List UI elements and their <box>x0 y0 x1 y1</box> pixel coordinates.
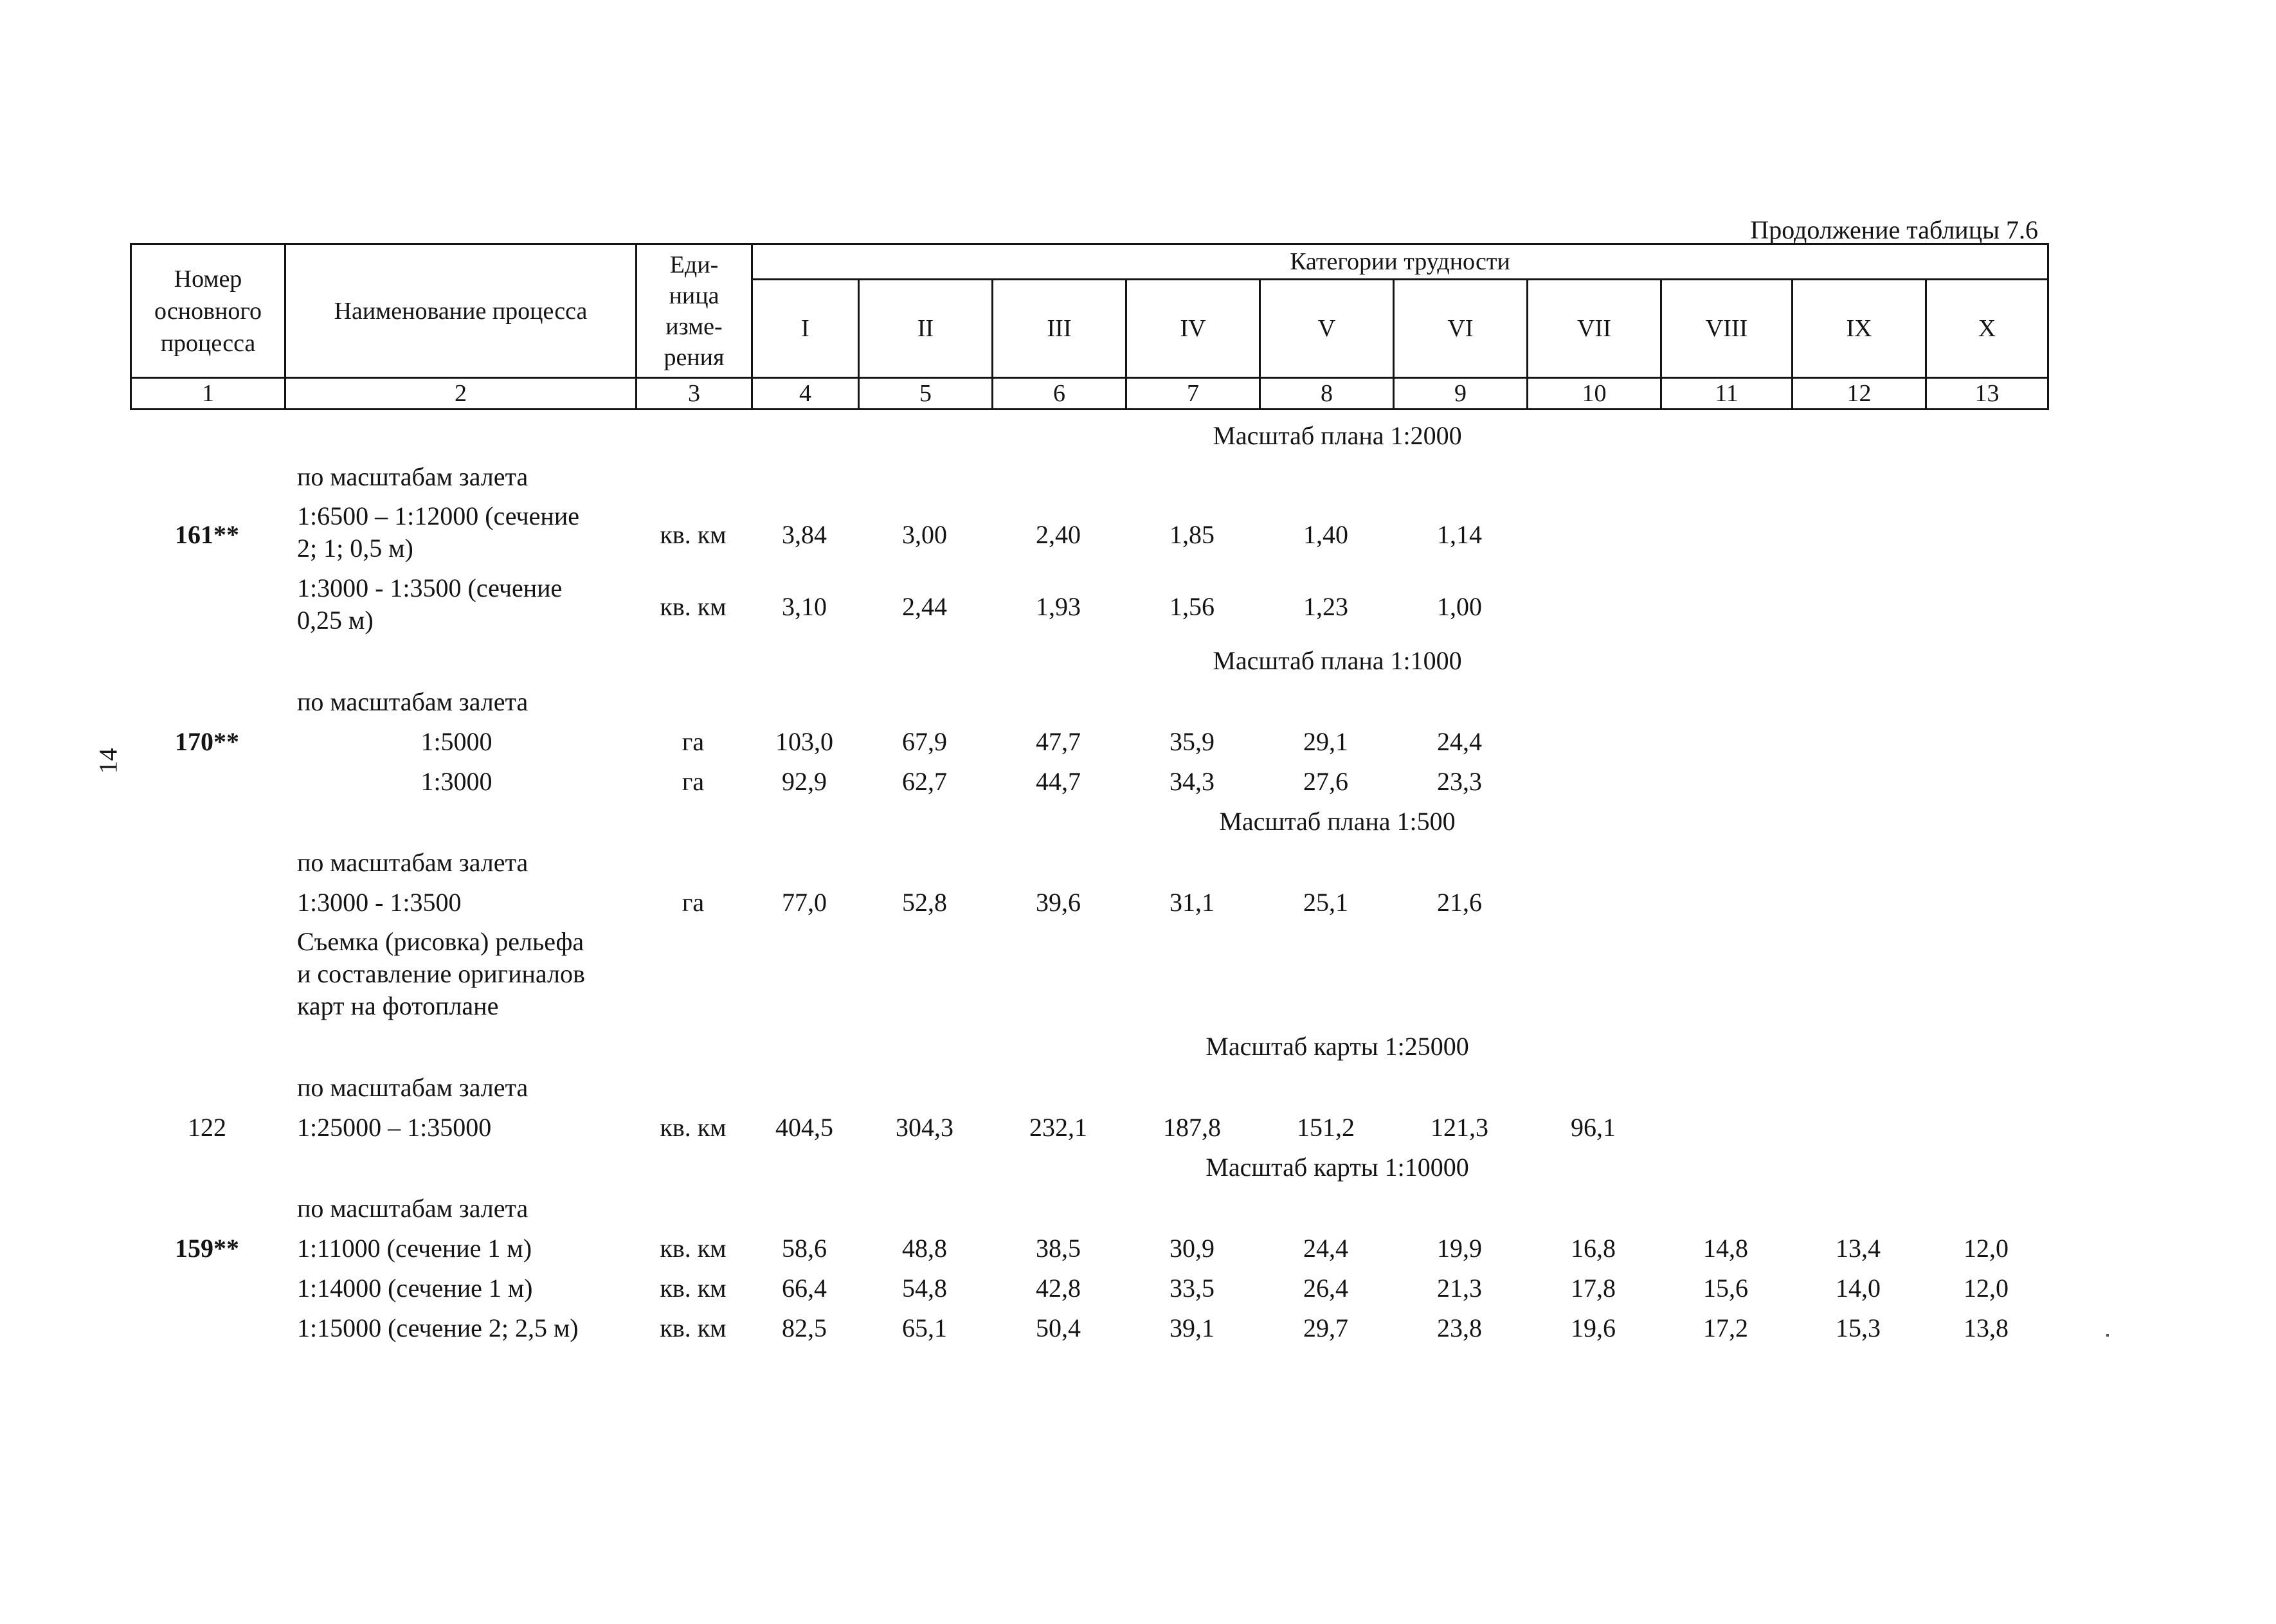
value-cell: 304,3 <box>896 1113 953 1142</box>
value-cell: 19,9 <box>1437 1234 1482 1263</box>
value-cell: 38,5 <box>1036 1234 1081 1263</box>
process-name: 1:5000 <box>420 727 492 756</box>
unit: кв. км <box>660 1313 727 1342</box>
value-cell: 13,8 <box>1964 1313 2009 1342</box>
column-number-13: 13 <box>1926 378 2048 410</box>
column-number-4: 4 <box>752 378 859 410</box>
value-cell: 15,6 <box>1703 1274 1748 1303</box>
row-label: по масштабам залета <box>297 687 528 716</box>
value-cell: 3,10 <box>782 592 827 621</box>
value-cell: 13,4 <box>1836 1234 1881 1263</box>
value-cell: 30,9 <box>1170 1234 1215 1263</box>
table-header <box>130 243 2049 410</box>
value-cell: 121,3 <box>1431 1113 1488 1142</box>
header-unit: Еди- ница изме- рения <box>637 244 752 378</box>
header-category-5: V <box>1260 280 1394 378</box>
value-cell: 15,3 <box>1836 1313 1881 1342</box>
value-cell: 103,0 <box>775 727 833 756</box>
table-row <box>0 1233 2276 1265</box>
process-name: 1:6500 – 1:12000 (сечение 2; 1; 0,5 м) <box>297 501 579 563</box>
process-name: 1:15000 (сечение 2; 2,5 м) <box>297 1313 579 1342</box>
value-cell: 47,7 <box>1036 727 1081 756</box>
header-category-6: VI <box>1394 280 1528 378</box>
header-category-3: III <box>993 280 1126 378</box>
value-cell: 44,7 <box>1036 767 1081 796</box>
header-process-number: Номер основного процесса <box>131 244 285 378</box>
value-cell: 2,40 <box>1036 520 1081 549</box>
header-category-1: I <box>752 280 859 378</box>
process-number: 159** <box>175 1234 239 1263</box>
table-row <box>0 726 2276 759</box>
value-cell: 50,4 <box>1036 1313 1081 1342</box>
value-cell: 17,2 <box>1703 1313 1748 1342</box>
value-cell: 14,0 <box>1836 1274 1881 1303</box>
column-number-11: 11 <box>1661 378 1793 410</box>
section-heading: Масштаб плана 1:2000 <box>1213 421 1462 450</box>
row-label: по масштабам залета <box>297 1073 528 1102</box>
section-heading: Масштаб плана 1:500 <box>1219 807 1456 836</box>
table-row <box>0 1112 2276 1144</box>
header-category-10: X <box>1926 280 2048 378</box>
process-number: 122 <box>188 1113 226 1142</box>
value-cell: 31,1 <box>1170 888 1215 917</box>
unit: га <box>682 888 705 917</box>
value-cell: 19,6 <box>1571 1313 1616 1342</box>
table-row <box>0 887 2276 919</box>
value-cell: 23,8 <box>1437 1313 1482 1342</box>
value-cell: 232,1 <box>1029 1113 1087 1142</box>
value-cell: 25,1 <box>1303 888 1348 917</box>
value-cell: 1,93 <box>1036 592 1081 621</box>
row-label: по масштабам залета <box>297 848 528 877</box>
table-row <box>0 500 2276 564</box>
header-categories-title: Категории трудности <box>752 244 2048 280</box>
value-cell: 42,8 <box>1036 1274 1081 1303</box>
column-number-5: 5 <box>859 378 993 410</box>
value-cell: 16,8 <box>1571 1234 1616 1263</box>
section-heading: Масштаб карты 1:10000 <box>1206 1153 1469 1182</box>
value-cell: 29,1 <box>1303 727 1348 756</box>
value-cell: 1,14 <box>1437 520 1482 549</box>
unit: кв. км <box>660 1234 727 1263</box>
value-cell: 62,7 <box>902 767 947 796</box>
relief-heading: Съемка (рисовка) рельефа и составление оригиналов карт на фотоплане <box>297 927 585 1020</box>
section-heading: Масштаб карты 1:25000 <box>1206 1032 1469 1061</box>
value-cell: 58,6 <box>782 1234 827 1263</box>
page-number: 14 <box>93 748 123 774</box>
value-cell: 92,9 <box>782 767 827 796</box>
column-number-3: 3 <box>637 378 752 410</box>
column-number-6: 6 <box>993 378 1126 410</box>
row-label: по масштабам залета <box>297 462 528 491</box>
value-cell: 21,6 <box>1437 888 1482 917</box>
process-name: 1:3000 - 1:3500 (сечение 0,25 м) <box>297 573 563 635</box>
value-cell: 66,4 <box>782 1274 827 1303</box>
table-row <box>0 1313 2276 1345</box>
header-category-8: VIII <box>1661 280 1793 378</box>
value-cell: 96,1 <box>1571 1113 1616 1142</box>
unit: га <box>682 727 705 756</box>
header-process-name: Наименование процесса <box>285 244 637 378</box>
value-cell: 52,8 <box>902 888 947 917</box>
column-number-8: 8 <box>1260 378 1394 410</box>
value-cell: 12,0 <box>1964 1274 2009 1303</box>
value-cell: 21,3 <box>1437 1274 1482 1303</box>
value-cell: 1,85 <box>1170 520 1215 549</box>
unit: кв. км <box>660 1113 727 1142</box>
header-category-2: II <box>859 280 993 378</box>
process-name: 1:3000 - 1:3500 <box>297 888 462 917</box>
header-category-9: IX <box>1793 280 1926 378</box>
column-number-2: 2 <box>285 378 637 410</box>
value-cell: 14,8 <box>1703 1234 1748 1263</box>
unit: га <box>682 767 705 796</box>
value-cell: 54,8 <box>902 1274 947 1303</box>
value-cell: 27,6 <box>1303 767 1348 796</box>
column-number-9: 9 <box>1394 378 1528 410</box>
column-number-10: 10 <box>1528 378 1661 410</box>
value-cell: 1,00 <box>1437 592 1482 621</box>
unit: кв. км <box>660 520 727 549</box>
value-cell: 67,9 <box>902 727 947 756</box>
value-cell: 65,1 <box>902 1313 947 1342</box>
value-cell: 33,5 <box>1170 1274 1215 1303</box>
column-number-7: 7 <box>1126 378 1260 410</box>
column-number-12: 12 <box>1793 378 1926 410</box>
value-cell: 3,84 <box>782 520 827 549</box>
value-cell: 82,5 <box>782 1313 827 1342</box>
header-category-7: VII <box>1528 280 1661 378</box>
process-name: 1:3000 <box>420 767 492 796</box>
value-cell: 1,23 <box>1303 592 1348 621</box>
value-cell: 34,3 <box>1170 767 1215 796</box>
table-row <box>0 572 2276 636</box>
process-name: 1:25000 – 1:35000 <box>297 1113 492 1142</box>
table-row <box>0 1273 2276 1305</box>
value-cell: 23,3 <box>1437 767 1482 796</box>
table-row <box>0 766 2276 798</box>
value-cell: 151,2 <box>1297 1113 1355 1142</box>
header-category-4: IV <box>1126 280 1260 378</box>
column-number-1: 1 <box>131 378 285 410</box>
value-cell: 35,9 <box>1170 727 1215 756</box>
value-cell: 29,7 <box>1303 1313 1348 1342</box>
value-cell: 1,40 <box>1303 520 1348 549</box>
process-name: 1:11000 (сечение 1 м) <box>297 1234 532 1263</box>
row-label: по масштабам залета <box>297 1194 528 1223</box>
unit: кв. км <box>660 1274 727 1303</box>
value-cell: 1,56 <box>1170 592 1215 621</box>
section-heading: Масштаб плана 1:1000 <box>1213 646 1462 675</box>
value-cell: 404,5 <box>775 1113 833 1142</box>
value-cell: 17,8 <box>1571 1274 1616 1303</box>
value-cell: 2,44 <box>902 592 947 621</box>
process-number: 161** <box>175 520 239 549</box>
scan-speck <box>2106 1334 2109 1337</box>
value-cell: 26,4 <box>1303 1274 1348 1303</box>
value-cell: 12,0 <box>1964 1234 2009 1263</box>
process-number: 170** <box>175 727 239 756</box>
value-cell: 24,4 <box>1303 1234 1348 1263</box>
value-cell: 77,0 <box>782 888 827 917</box>
value-cell: 39,6 <box>1036 888 1081 917</box>
value-cell: 3,00 <box>902 520 947 549</box>
process-name: 1:14000 (сечение 1 м) <box>297 1274 533 1303</box>
table-caption: Продолжение таблицы 7.6 <box>1750 215 2038 244</box>
unit: кв. км <box>660 592 727 621</box>
value-cell: 187,8 <box>1163 1113 1221 1142</box>
value-cell: 48,8 <box>902 1234 947 1263</box>
value-cell: 24,4 <box>1437 727 1482 756</box>
value-cell: 39,1 <box>1170 1313 1215 1342</box>
